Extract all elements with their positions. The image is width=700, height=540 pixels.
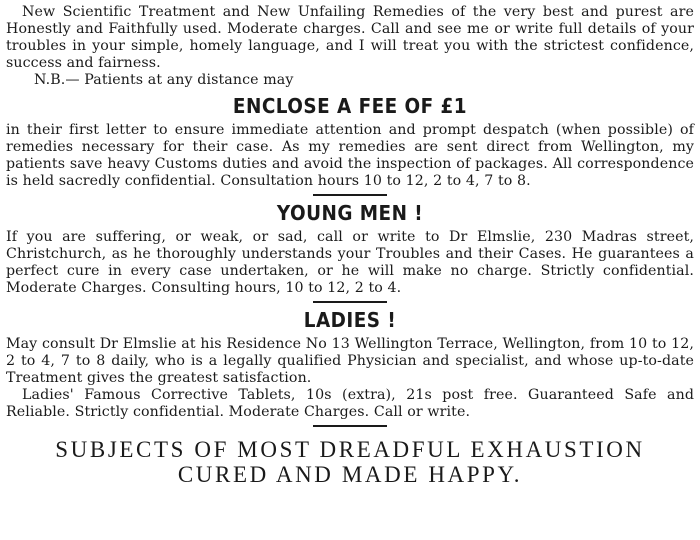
section-divider xyxy=(313,425,387,427)
headline-line-1: SUBJECTS OF MOST DREADFUL EXHAUSTION xyxy=(55,437,645,462)
headline-line-2: CURED AND MADE HAPPY. xyxy=(177,462,523,487)
distance-note: N.B.— Patients at any distance may xyxy=(34,72,294,88)
ladies-paragraph: May consult Dr Elmslie at his Residence No 13 Wellington Terrace, Wellington, from 10 to 12, 2 to 4, 7 to 8 daily, who is a legally qualified Physician and specialist, and whose up-to-date Treatment gives the greatest satisfaction. xyxy=(6,336,694,386)
fee-heading: ENCLOSE A FEE OF £1 xyxy=(232,94,468,118)
section-divider xyxy=(313,301,387,303)
young-men-heading: YOUNG MEN ! xyxy=(276,201,424,225)
intro-paragraph: New Scientific Treatment and New Unfailing Remedies of the very best and purest are Honestly and Faithfully used. Moderate charges. Call and see me or write full details of your troubles in your simple, homely language, and I will treat you with the strictest confidence, success and fairness. xyxy=(6,4,694,71)
closing-headline xyxy=(6,437,694,487)
section-divider xyxy=(313,194,387,196)
young-men-paragraph: If you are suffering, or weak, or sad, call or write to Dr Elmslie, 230 Madras street, Christchurch, as he thoroughly understands your Troubles and their Cases. He guarantees a perfect cure in every case undertaken, or he will make no charge. Strictly confidential. Moderate Charges. Consulting hours, 10 to 12, 2 to 4. xyxy=(6,229,694,296)
ladies-heading: LADIES ! xyxy=(303,308,397,332)
fee-paragraph: in their first letter to ensure immediate attention and prompt despatch (when possible) of remedies necessary for their case. As my remedies are sent direct from Wellington, my patients save heavy Customs duties and avoid the inspection of packages. All correspondence is held sacredly confidential. Consultation hours 10 to 12, 2 to 4, 7 to 8. xyxy=(6,122,694,189)
tablets-paragraph: Ladies' Famous Corrective Tablets, 10s (extra), 21s post free. Guaranteed Safe and Reliable. Strictly confidential. Moderate Charges. Call or write. xyxy=(6,387,694,420)
